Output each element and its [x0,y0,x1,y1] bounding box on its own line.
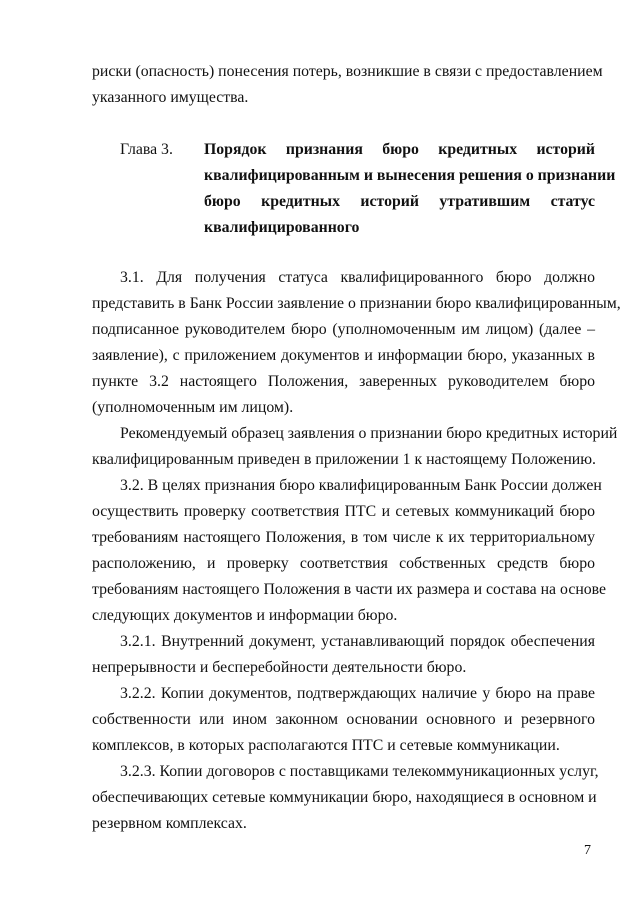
paragraph-line: (уполномоченным им лицом). [92,399,294,416]
paragraph-line: 3.1. Для получения статуса квалифицированного бюро должно [120,269,595,286]
paragraph-line: следующих документов и информации бюро. [92,607,398,624]
paragraph-line: требованиям настоящего Положения в части их размера и состава на основе [92,581,607,598]
paragraph-line: подписанное руководителем бюро (уполномоченным им лицом) (далее – [92,321,595,338]
paragraph-line: собственности или ином законном основании основного и резервного [92,711,595,728]
paragraph-line: Рекомендуемый образец заявления о признании бюро кредитных историй [120,425,618,442]
paragraph-line: обеспечивающих сетевые коммуникации бюро, находящиеся в основном и [92,789,597,806]
paragraph-line: 3.2. В целях признания бюро квалифицированным Банк России должен [120,477,602,494]
paragraph-line: 3.2.1. Внутренний документ, устанавливающий порядок обеспечения [120,633,595,650]
intro-line: указанного имущества. [92,89,249,106]
paragraph-line: резервном комплексах. [92,815,247,832]
paragraph-line: квалифицированным приведен в приложении 1 к настоящему Положению. [92,451,596,468]
paragraph-line: пункте 3.2 настоящего Положения, заверенных руководителем бюро [92,373,595,390]
paragraph-line: требованиям настоящего Положения, в том числе к их территориальному [92,529,595,546]
chapter-title-line: квалифицированным и вынесения решения о признании [204,167,616,184]
paragraph-line: 3.2.2. Копии документов, подтверждающих наличие у бюро на праве [120,685,595,702]
chapter-title-line: квалифицированного [204,219,360,236]
paragraph-line: заявление), с приложением документов и информации бюро, указанных в [92,347,595,364]
page-number: 7 [584,843,591,858]
paragraph-line: непрерывности и бесперебойности деятельности бюро. [92,659,467,676]
chapter-title-line: Порядок признания бюро кредитных историй [204,141,595,158]
paragraph-line: осуществить проверку соответствия ПТС и сетевых коммуникаций бюро [92,503,595,520]
paragraph-line: 3.2.3. Копии договоров с поставщиками телекоммуникационных услуг, [120,763,599,780]
paragraph-line: комплексов, в которых располагаются ПТС и сетевые коммуникации. [92,737,560,754]
paragraph-line: расположению, и проверку соответствия собственных средств бюро [92,555,595,572]
chapter-label: Глава 3. [120,141,173,158]
intro-line: риски (опасность) понесения потерь, возникшие в связи с предоставлением [92,63,603,80]
paragraph-line: представить в Банк России заявление о признании бюро квалифицированным, [92,295,621,312]
chapter-title-line: бюро кредитных историй утратившим статус [204,193,595,210]
